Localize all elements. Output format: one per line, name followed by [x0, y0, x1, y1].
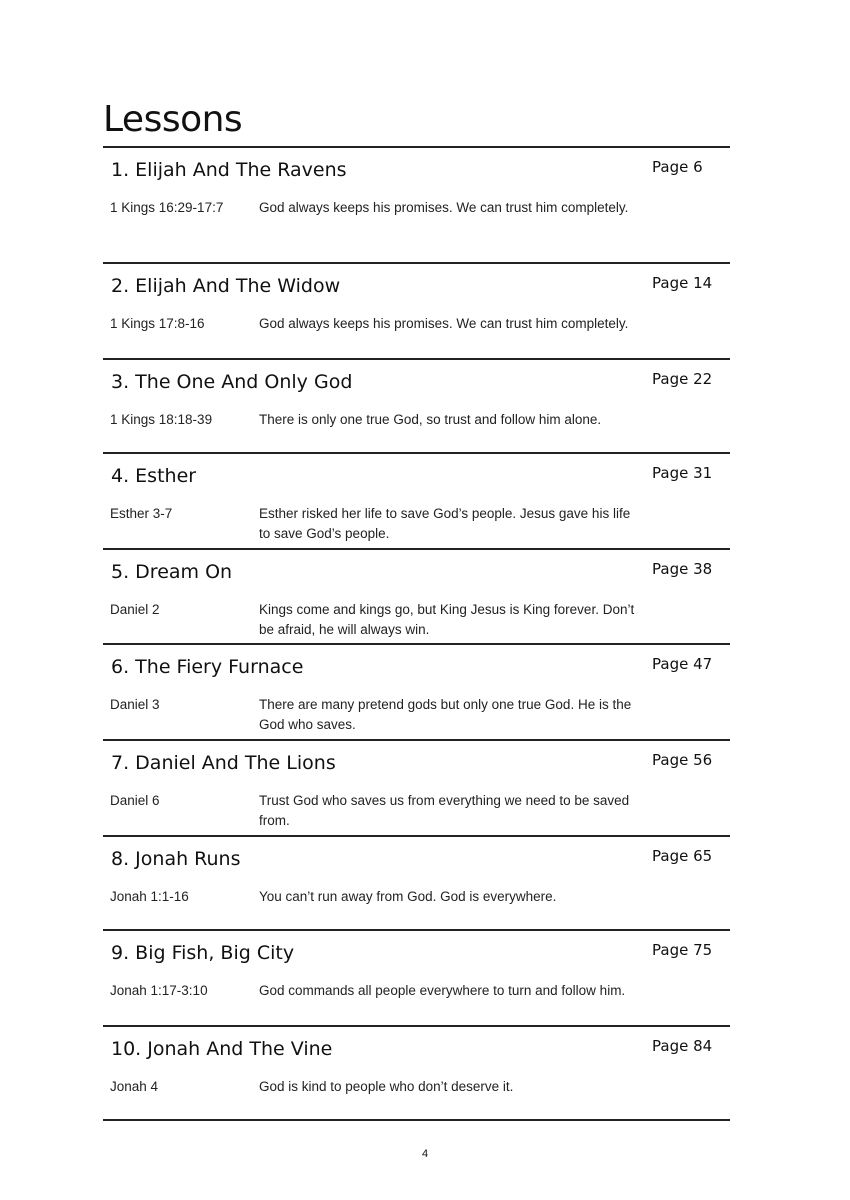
bible-reference: 1 Kings 17:8-16 — [110, 316, 205, 331]
lesson-page-number: Page 47 — [652, 655, 713, 673]
lesson-title: 7. Daniel And The Lions — [111, 752, 336, 774]
bible-reference: Jonah 1:17-3:10 — [110, 983, 208, 998]
lesson-summary: God commands all people everywhere to turn and follow him. — [259, 983, 626, 998]
lesson-row — [103, 929, 730, 1025]
lesson-row — [103, 548, 730, 643]
lesson-summary: Esther risked her life to save God’s people. Jesus gave his life to save God’s people. — [259, 506, 631, 541]
lesson-summary: Trust God who saves us from everything we need to be saved from. — [259, 793, 630, 828]
lesson-title: 8. Jonah Runs — [111, 848, 241, 870]
lesson-title: 2. Elijah And The Widow — [111, 275, 341, 297]
lessons-list — [103, 146, 730, 1121]
lesson-summary: There are many pretend gods but only one true God. He is the God who saves. — [259, 697, 632, 732]
lesson-row — [103, 835, 730, 929]
lesson-title: 1. Elijah And The Ravens — [111, 159, 347, 181]
lesson-title: 10. Jonah And The Vine — [111, 1038, 333, 1060]
bible-reference: Daniel 2 — [110, 602, 160, 617]
lesson-page-number: Page 56 — [652, 751, 713, 769]
bible-reference: Esther 3-7 — [110, 506, 173, 521]
bible-reference: 1 Kings 16:29-17:7 — [110, 200, 224, 215]
lesson-row — [103, 643, 730, 739]
lesson-page-number: Page 14 — [652, 274, 713, 292]
lesson-page-number: Page 38 — [652, 560, 713, 578]
lesson-row — [103, 358, 730, 452]
lesson-page-number: Page 6 — [652, 158, 703, 176]
lesson-title: 9. Big Fish, Big City — [111, 942, 295, 964]
lesson-row — [103, 262, 730, 358]
bible-reference: Daniel 3 — [110, 697, 160, 712]
lesson-summary: God is kind to people who don’t deserve it. — [259, 1079, 514, 1094]
lesson-page-number: Page 65 — [652, 847, 713, 865]
lesson-page-number: Page 84 — [652, 1037, 713, 1055]
lesson-summary: Kings come and kings go, but King Jesus is King forever. Don’t be afraid, he will always win. — [259, 602, 635, 637]
lesson-summary: God always keeps his promises. We can trust him completely. — [259, 200, 629, 215]
bible-reference: Jonah 4 — [110, 1079, 159, 1094]
lesson-row — [103, 739, 730, 835]
lesson-title: 6. The Fiery Furnace — [111, 656, 304, 678]
page-number: 4 — [421, 1148, 429, 1160]
lesson-title: 4. Esther — [111, 465, 197, 487]
bible-reference: Daniel 6 — [110, 793, 160, 808]
bible-reference: 1 Kings 18:18-39 — [110, 412, 213, 427]
lesson-title: 3. The One And Only God — [111, 371, 353, 393]
page-title: Lessons — [103, 99, 243, 140]
lesson-row — [103, 452, 730, 548]
lesson-row — [103, 146, 730, 262]
lesson-summary: There is only one true God, so trust and follow him alone. — [259, 412, 602, 427]
lesson-page-number: Page 75 — [652, 941, 713, 959]
bible-reference: Jonah 1:1-16 — [110, 889, 189, 904]
lesson-row — [103, 1025, 730, 1121]
lesson-summary: You can’t run away from God. God is everywhere. — [259, 889, 557, 904]
lesson-page-number: Page 31 — [652, 464, 713, 482]
lesson-page-number: Page 22 — [652, 370, 713, 388]
lesson-title: 5. Dream On — [111, 561, 233, 583]
lesson-summary: God always keeps his promises. We can trust him completely. — [259, 316, 629, 331]
